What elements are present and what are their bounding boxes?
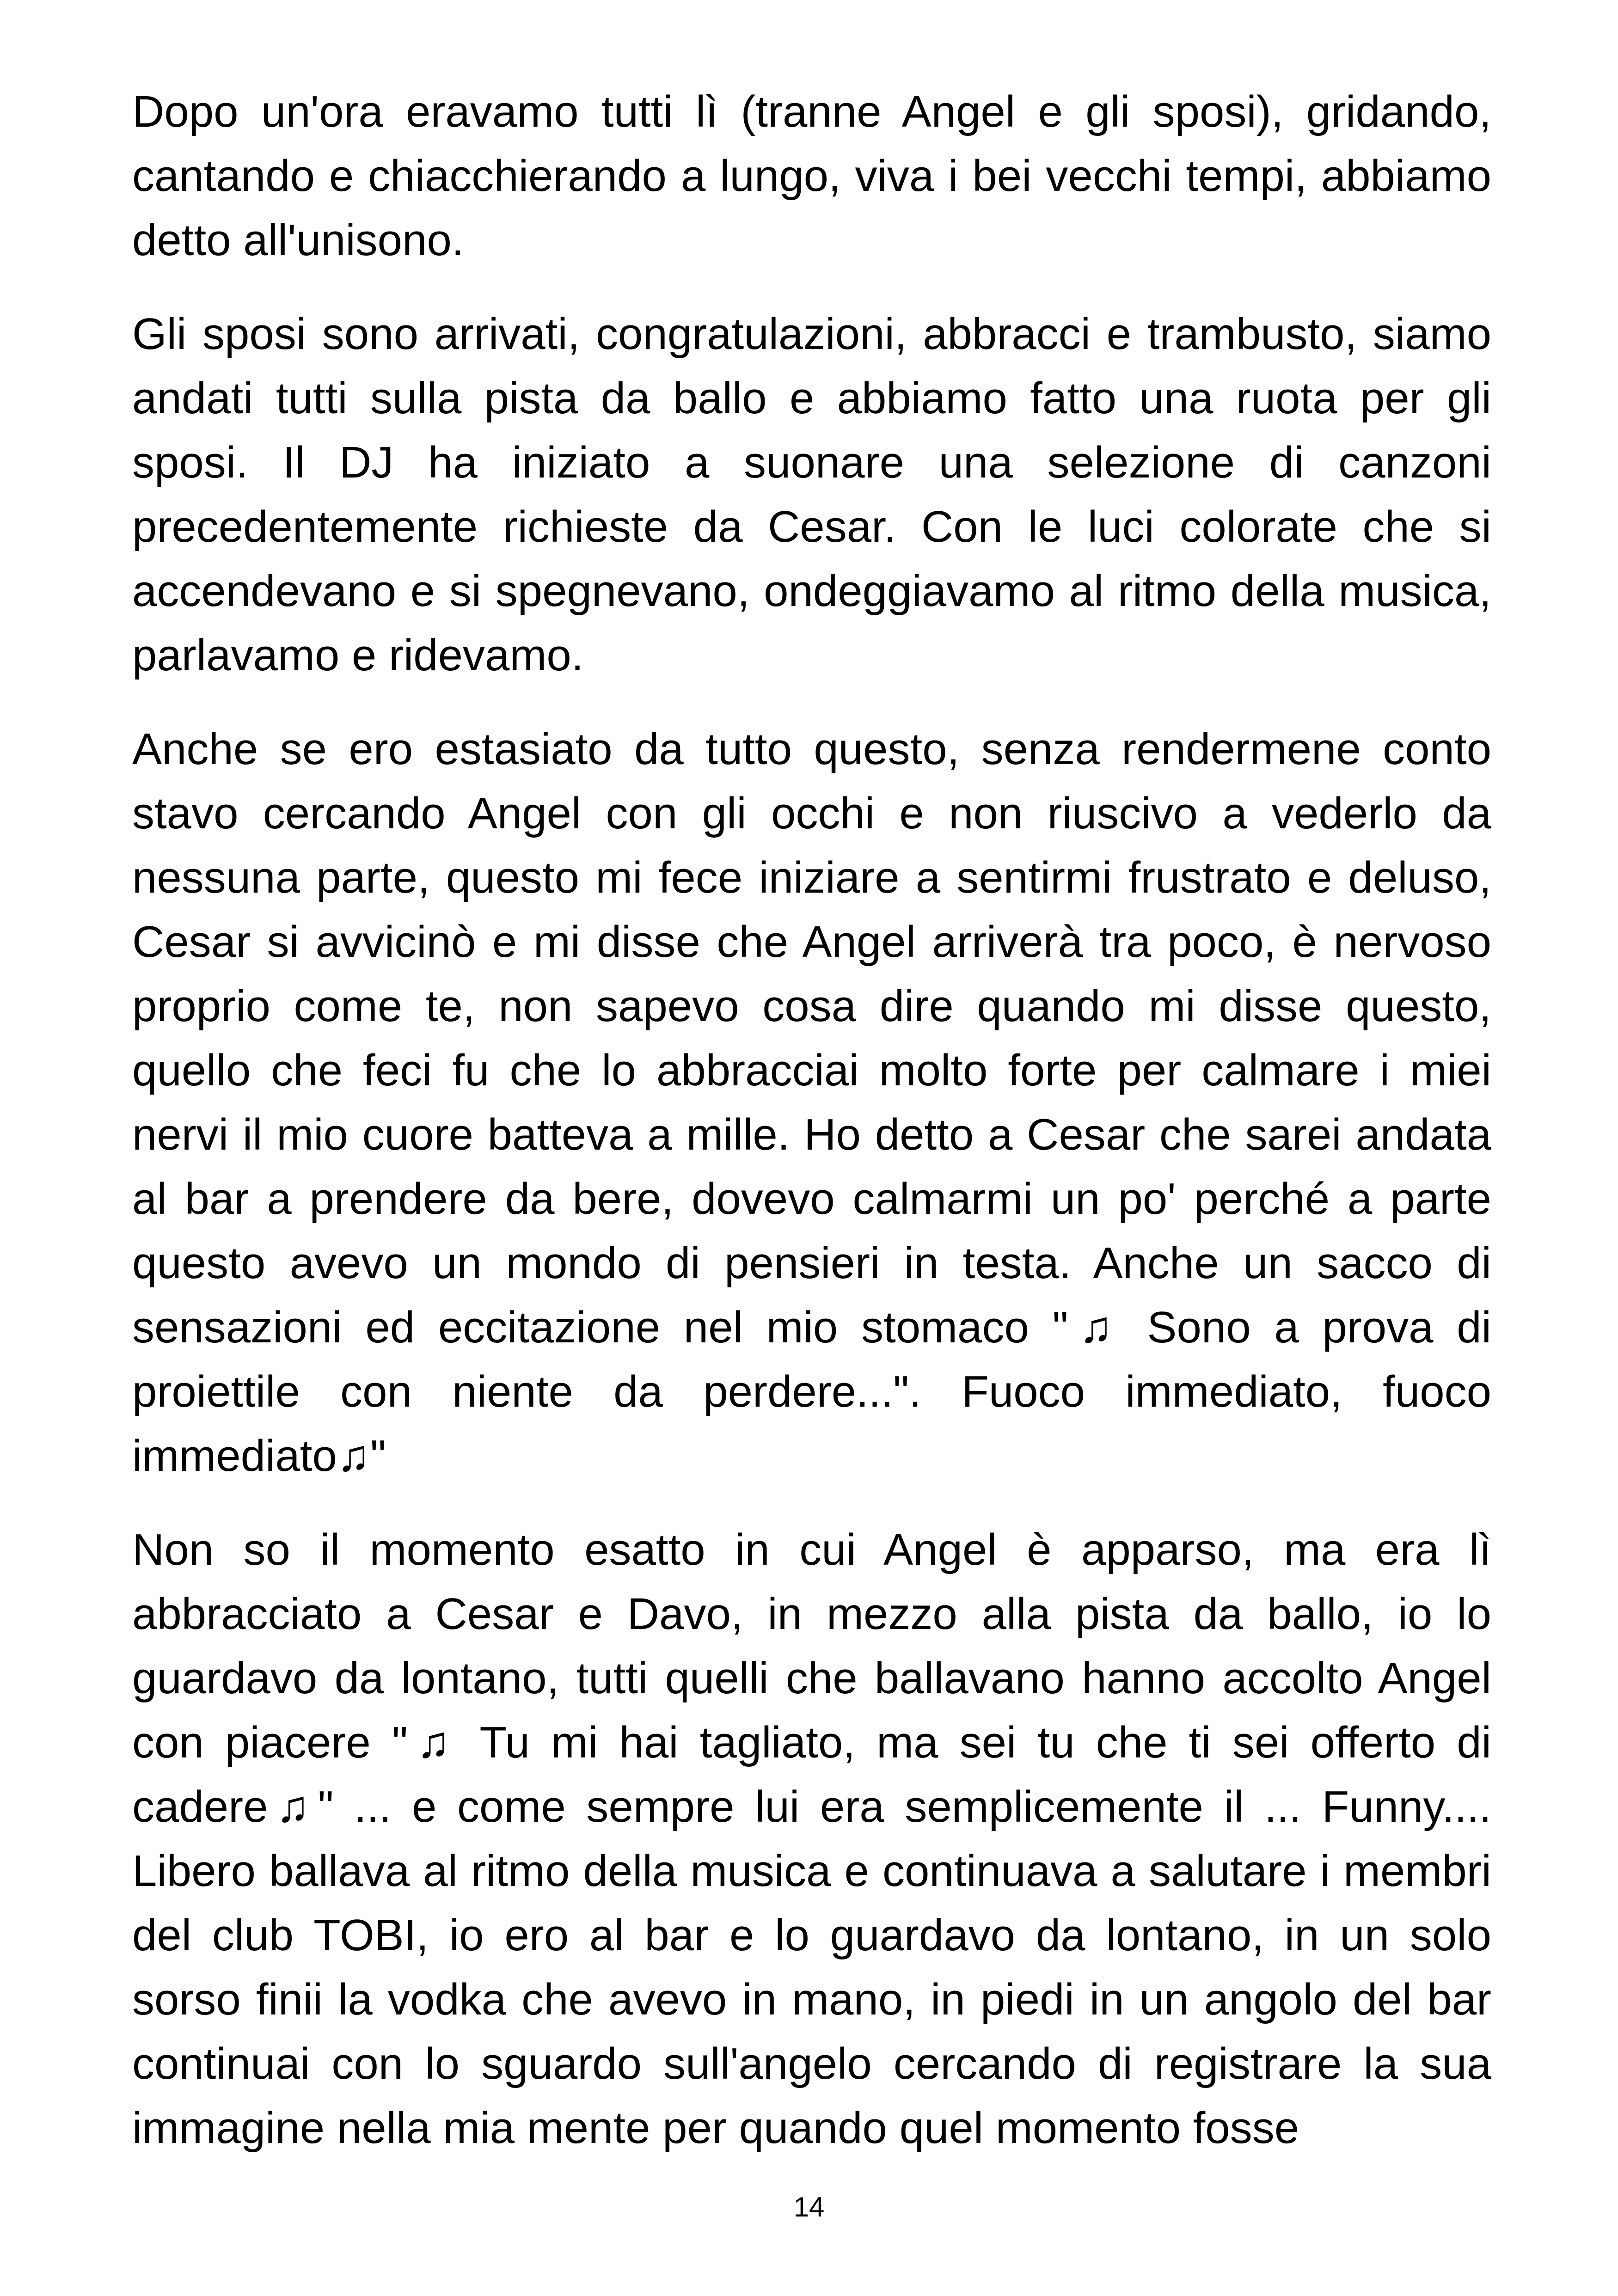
- page-body-text: [132, 80, 1491, 2190]
- page-number: 14: [793, 2192, 825, 2223]
- paragraph-2: Gli sposi sono arrivati, congratulazioni, abbracci e trambusto, siamo andati tutti sulla pista da ballo e abbiamo fatto una ruota per gli sposi. Il DJ ha iniziato a suonare una selezione di canzoni precedentemente richieste da Cesar. Con le luci colorate che si accendevano e si spegnevano, ondeggiavamo al ritmo della musica, parlavamo e ridevamo.: [132, 309, 1491, 680]
- paragraph-3: Anche se ero estasiato da tutto questo, senza rendermene conto stavo cercando Angel con gli occhi e non riuscivo a vederlo da nessuna parte, questo mi fece iniziare a sentirmi frustrato e deluso, Cesar si avvicinò e mi disse che Angel arriverà tra poco, è nervoso proprio come te, non sapevo cosa dire quando mi disse questo, quello che feci fu che lo abbracciai molto forte per calmare i miei nervi il mio cuore batteva a mille. Ho detto a Cesar che sarei andata al bar a prendere da bere, dovevo calmarmi un po' perché a parte questo avevo un mondo di pensieri in testa. Anche un sacco di sensazioni ed eccitazione nel mio stomaco "♫ Sono a prova di proiettile con niente da perdere...". Fuoco immediato, fuoco immediato♫": [132, 724, 1491, 1481]
- paragraph-1: Dopo un'ora eravamo tutti lì (tranne Angel e gli sposi), gridando, cantando e chiacchierando a lungo, viva i bei vecchi tempi, abbiamo detto all'unisono.: [132, 87, 1491, 265]
- paragraph-4: Non so il momento esatto in cui Angel è apparso, ma era lì abbracciato a Cesar e Davo, in mezzo alla pista da ballo, io lo guardavo da lontano, tutti quelli che ballavano hanno accolto Angel con piacere "♫ Tu mi hai tagliato, ma sei tu che ti sei offerto di cadere♫" ... e come sempre lui era semplicemente il ... Funny.... Libero ballava al ritmo della musica e continuava a salutare i membri del club TOBI, io ero al bar e lo guardavo da lontano, in un solo sorso finii la vodka che avevo in mano, in piedi in un angolo del bar continuai con lo sguardo sull'angelo cercando di registrare la sua immagine nella mia mente per quando quel momento fosse: [132, 1525, 1491, 2153]
